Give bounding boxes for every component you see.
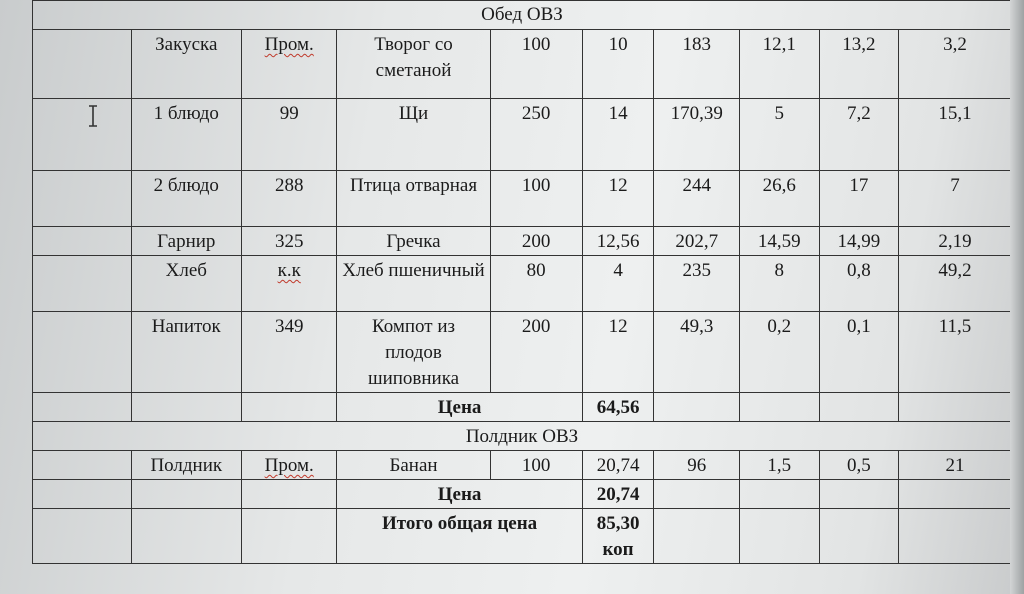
kcal-cell: 244 — [654, 171, 740, 227]
protein-cell: 12,1 — [740, 30, 820, 99]
total-value: 85,30 коп — [582, 509, 654, 564]
screen-edge — [1010, 0, 1024, 594]
snack-price-row — [33, 480, 1012, 509]
meal-cell: Закуска — [131, 30, 242, 99]
carbs-cell: 49,2 — [899, 256, 1012, 312]
empty-cell — [33, 30, 132, 99]
table-row — [33, 256, 1012, 312]
table-row — [33, 227, 1012, 256]
price-cell: 12 — [582, 312, 654, 393]
snack-header-row — [33, 422, 1012, 451]
table-row — [33, 30, 1012, 99]
price-cell: 12 — [582, 171, 654, 227]
recipe-code-cell: 288 — [242, 171, 337, 227]
fat-cell: 0,8 — [819, 256, 899, 312]
carbs-cell: 11,5 — [899, 312, 1012, 393]
empty-cell — [740, 509, 820, 564]
protein-cell: 5 — [740, 99, 820, 171]
carbs-cell: 2,19 — [899, 227, 1012, 256]
dish-cell: Щи — [337, 99, 490, 171]
empty-cell — [899, 509, 1012, 564]
recipe-code: Пром. — [264, 34, 314, 55]
empty-cell — [33, 256, 132, 312]
empty-cell — [740, 393, 820, 422]
empty-cell — [33, 227, 132, 256]
lunch-header-row — [33, 1, 1012, 30]
recipe-code-cell: 349 — [242, 312, 337, 393]
protein-cell: 8 — [740, 256, 820, 312]
kcal-cell: 170,39 — [654, 99, 740, 171]
recipe-code-cell: 99 — [242, 99, 337, 171]
empty-cell — [242, 480, 337, 509]
table-row — [33, 451, 1012, 480]
recipe-code-cell: 325 — [242, 227, 337, 256]
protein-cell: 1,5 — [740, 451, 820, 480]
lunch-price-label: Цена — [337, 393, 582, 422]
meal-cell: Напиток — [131, 312, 242, 393]
dish-cell: Хлеб пшеничный — [337, 256, 490, 312]
price-cell: 12,56 — [582, 227, 654, 256]
empty-cell — [33, 171, 132, 227]
lunch-header: Обед ОВЗ — [33, 1, 1012, 30]
meal-cell: 1 блюдо — [131, 99, 242, 171]
empty-cell — [33, 480, 132, 509]
empty-cell — [899, 480, 1012, 509]
total-label: Итого общая цена — [337, 509, 582, 564]
recipe-code-cell — [242, 256, 337, 312]
dish-cell: Компот из плодов шиповника — [337, 312, 490, 393]
empty-cell — [654, 393, 740, 422]
snack-header: Полдник ОВЗ — [33, 422, 1012, 451]
carbs-cell: 21 — [899, 451, 1012, 480]
empty-cell — [740, 480, 820, 509]
menu-table — [32, 0, 1012, 564]
table-row — [33, 171, 1012, 227]
empty-cell — [33, 509, 132, 564]
empty-cell — [33, 312, 132, 393]
recipe-code-cell — [242, 30, 337, 99]
fat-cell: 14,99 — [819, 227, 899, 256]
empty-cell — [819, 480, 899, 509]
meal-cell: 2 блюдо — [131, 171, 242, 227]
dish-cell: Банан — [337, 451, 490, 480]
empty-cell — [131, 509, 242, 564]
meal-cell: Хлеб — [131, 256, 242, 312]
lunch-price-row — [33, 393, 1012, 422]
carbs-cell: 15,1 — [899, 99, 1012, 171]
empty-cell — [819, 509, 899, 564]
weight-cell: 200 — [490, 227, 582, 256]
snack-price-value: 20,74 — [582, 480, 654, 509]
meal-cell: Гарнир — [131, 227, 242, 256]
empty-cell — [819, 393, 899, 422]
empty-cell — [242, 509, 337, 564]
table-row — [33, 99, 1012, 171]
carbs-cell: 3,2 — [899, 30, 1012, 99]
empty-cell — [33, 99, 132, 171]
empty-cell — [131, 393, 242, 422]
weight-cell: 250 — [490, 99, 582, 171]
weight-cell: 80 — [490, 256, 582, 312]
fat-cell: 0,1 — [819, 312, 899, 393]
document-sheet — [22, 0, 1012, 594]
text-cursor-icon — [86, 104, 100, 128]
recipe-code-cell — [242, 451, 337, 480]
empty-cell — [654, 509, 740, 564]
kcal-cell: 96 — [654, 451, 740, 480]
dish-cell: Птица отварная — [337, 171, 490, 227]
fat-cell: 13,2 — [819, 30, 899, 99]
protein-cell: 14,59 — [740, 227, 820, 256]
weight-cell: 100 — [490, 171, 582, 227]
price-cell: 14 — [582, 99, 654, 171]
empty-cell — [131, 480, 242, 509]
empty-cell — [242, 393, 337, 422]
empty-cell — [654, 480, 740, 509]
empty-cell — [33, 393, 132, 422]
weight-cell: 200 — [490, 312, 582, 393]
empty-cell — [899, 393, 1012, 422]
price-cell: 4 — [582, 256, 654, 312]
recipe-code: Пром. — [264, 455, 314, 476]
kcal-cell: 202,7 — [654, 227, 740, 256]
meal-cell: Полдник — [131, 451, 242, 480]
fat-cell: 0,5 — [819, 451, 899, 480]
fat-cell: 17 — [819, 171, 899, 227]
protein-cell: 0,2 — [740, 312, 820, 393]
kcal-cell: 235 — [654, 256, 740, 312]
table-row — [33, 312, 1012, 393]
lunch-price-value: 64,56 — [582, 393, 654, 422]
snack-price-label: Цена — [337, 480, 582, 509]
price-cell: 10 — [582, 30, 654, 99]
fat-cell: 7,2 — [819, 99, 899, 171]
weight-cell: 100 — [490, 30, 582, 99]
total-row — [33, 509, 1012, 564]
dish-cell: Гречка — [337, 227, 490, 256]
empty-cell — [33, 451, 132, 480]
recipe-code: к.к — [277, 260, 301, 281]
weight-cell: 100 — [490, 451, 582, 480]
protein-cell: 26,6 — [740, 171, 820, 227]
price-cell: 20,74 — [582, 451, 654, 480]
dish-cell: Творог со сметаной — [337, 30, 490, 99]
kcal-cell: 49,3 — [654, 312, 740, 393]
carbs-cell: 7 — [899, 171, 1012, 227]
kcal-cell: 183 — [654, 30, 740, 99]
